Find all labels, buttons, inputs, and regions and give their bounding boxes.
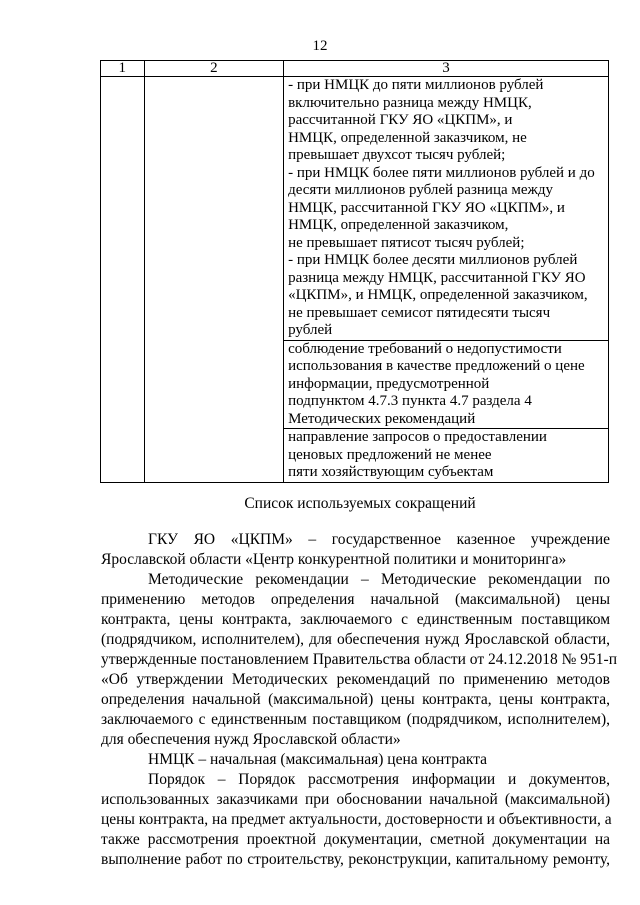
- cell-line: - при НМЦК до пяти миллионов рублей: [288, 77, 544, 93]
- paragraph-line: для обеспечения нужд Ярославской области»: [101, 731, 401, 748]
- paragraph-line: также рассмотрения проектной документации, сметной документации на: [101, 831, 610, 848]
- cell-line: ценовых предложений не менее: [288, 446, 492, 463]
- cell-line: направление запросов о предоставлении: [288, 429, 547, 445]
- paragraph-line: утвержденные постановлением Правительства области от 24.12.2018 № 951-п: [101, 651, 617, 668]
- cell-line: включительно разница между НМЦК,: [288, 94, 532, 111]
- table-header-cell: 1: [101, 61, 145, 77]
- abbreviations-body: [101, 530, 617, 870]
- paragraph-line: определения начальной (максимальной) цены контракта, цены контракта,: [101, 691, 610, 708]
- cell-line: НМЦК, определенной заказчиком, не: [288, 129, 527, 146]
- paragraph-line: НМЦК – начальная (максимальная) цена контракта: [148, 751, 488, 768]
- paragraph-line: Методические рекомендации – Методические рекомендации по: [148, 571, 610, 588]
- table-cell-col2: [144, 77, 284, 483]
- cell-lines: [284, 429, 608, 482]
- abbreviation-paragraph: [101, 530, 610, 570]
- cell-lines: [284, 341, 608, 429]
- paragraph-line: заключаемого с единственным поставщиком (подрядчиком, исполнителем),: [101, 711, 610, 728]
- cell-line: пяти хозяйствующим субъектам: [288, 464, 494, 480]
- table-header-cell: 2: [144, 61, 284, 77]
- criteria-table: [100, 60, 609, 483]
- cell-line: Методических рекомендаций: [288, 410, 476, 427]
- cell-line: информации, предусмотренной: [288, 375, 490, 392]
- cell-line: превышает двухсот тысяч рублей;: [288, 147, 506, 163]
- table-header-cell: 3: [284, 61, 609, 77]
- paragraph-line: «Об утверждении Методических рекомендаций по применению методов: [101, 671, 610, 688]
- cell-line: подпунктом 4.7.3 пункта 4.7 раздела 4: [288, 393, 532, 409]
- table-header-row: [101, 61, 609, 77]
- paragraph-line: выполнение работ по строительству, реконструкции, капитальному ремонту,: [101, 851, 610, 868]
- paragraph-line: применению методов определения начальной (максимальной) цены: [101, 591, 610, 608]
- abbreviation-paragraph: [101, 570, 617, 750]
- paragraph-line: (подрядчиком, исполнителем), для обеспечения нужд Ярославской области,: [101, 631, 610, 648]
- paragraph-line: Ярославской области «Центр конкурентной политики и мониторинга»: [101, 551, 567, 568]
- abbreviations-title: Список используемых сокращений: [244, 495, 476, 512]
- paragraph-line: ГКУ ЯО «ЦКПМ» – государственное казенное учреждение: [148, 531, 610, 548]
- paragraph-line: Порядок – Порядок рассмотрения информации и документов,: [148, 771, 610, 788]
- cell-line: не превышает семисот пятидесяти тысяч: [288, 304, 551, 321]
- table-cell-text: [284, 429, 609, 483]
- cell-line: НМЦК, определенной заказчиком,: [288, 217, 509, 233]
- paragraph-line: контракта, цены контракта, заключаемого с единственным поставщиком: [101, 611, 610, 628]
- cell-line: десяти миллионов рублей разница между: [288, 182, 554, 198]
- cell-line: НМЦК, рассчитанной ГКУ ЯО «ЦКПМ», и: [288, 199, 565, 216]
- table-cell-col1: [101, 77, 145, 483]
- paragraph-line: цены контракта, на предмет актуальности, достоверности и объективности, а: [101, 811, 612, 828]
- page-number: 12: [312, 38, 328, 54]
- cell-line: рассчитанной ГКУ ЯО «ЦКПМ», и: [288, 112, 513, 128]
- cell-line: рублей: [288, 322, 333, 338]
- abbreviation-paragraph: [101, 750, 610, 770]
- paragraph-line: использованных заказчиками при обосновании начальной (максимальной): [101, 791, 610, 808]
- cell-line: не превышает пятисот тысяч рублей;: [288, 234, 525, 251]
- table-cell-text: [284, 340, 609, 429]
- cell-line: разница между НМЦК, рассчитанной ГКУ ЯО: [288, 269, 586, 286]
- abbreviation-paragraph: [101, 770, 610, 870]
- cell-line: «ЦКПМ», и НМЦК, определенной заказчиком,: [288, 287, 588, 303]
- cell-line: использования в качестве предложений о цене: [288, 358, 585, 374]
- table-row: [101, 77, 609, 341]
- cell-lines: [284, 77, 608, 340]
- cell-line: соблюдение требований о недопустимости: [288, 340, 562, 357]
- cell-line: - при НМЦК более пяти миллионов рублей и до: [288, 164, 595, 181]
- table-cell-text: [284, 77, 609, 341]
- cell-line: - при НМЦК более десяти миллионов рублей: [288, 252, 578, 268]
